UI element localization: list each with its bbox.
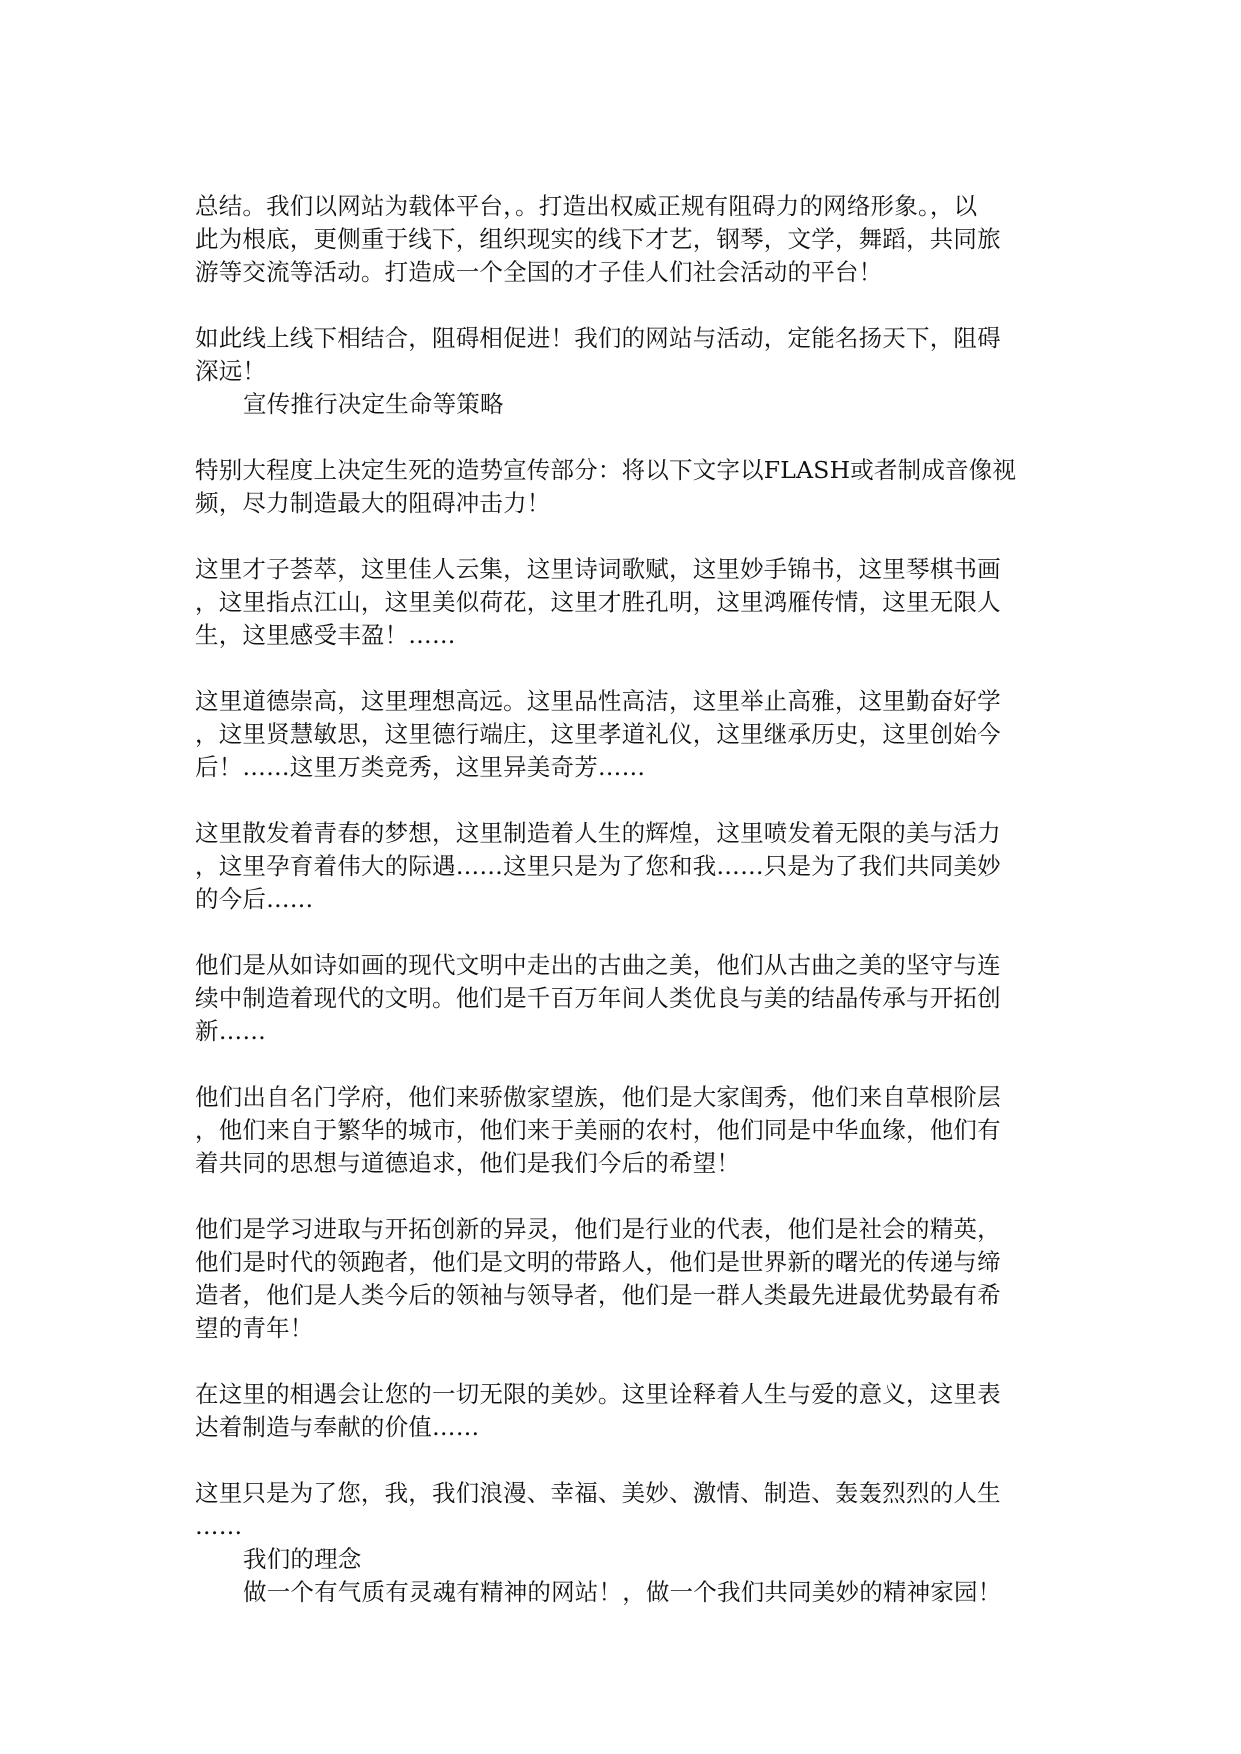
text-line: 达着制造与奉献的价值…… (195, 1413, 480, 1441)
text-line: 续中制造着现代的文明。他们是千百万年间人类优良与美的结晶传承与开拓创 (195, 984, 1001, 1012)
text-line: ，这里孕育着伟大的际遇……这里只是为了您和我……只是为了我们共同美妙 (195, 852, 1001, 880)
text-line: 这里才子荟萃，这里佳人云集，这里诗词歌赋，这里妙手锦书，这里琴棋书画 (195, 555, 1001, 583)
paragraph (195, 322, 1055, 388)
text-line: 望的青年！ (195, 1314, 314, 1342)
document-page (195, 190, 1055, 1609)
motto-line: 做一个有气质有灵魂有精神的网站！，做一个我们共同美妙的精神家园！ (243, 1578, 1002, 1606)
paragraph (195, 1213, 1055, 1345)
paragraph-spacer (195, 520, 1055, 553)
text-line: ，他们来自于繁华的城市，他们来于美丽的农村，他们同是中华血缘，他们有 (195, 1116, 1001, 1144)
paragraph-spacer (195, 1444, 1055, 1477)
text-line: 频，尽力制造最大的阻碍冲击力！ (195, 489, 551, 517)
text-line: 他们是学习进取与开拓创新的异灵，他们是行业的代表，他们是社会的精英， (195, 1215, 1001, 1243)
text-line: 深远！ (195, 357, 267, 385)
text-line: 后！……这里万类竞秀，这里异美奇芳…… (195, 753, 646, 781)
paragraph-spacer (195, 1048, 1055, 1081)
text-line: 此为根底，更侧重于线下，组织现实的线下才艺，钢琴，文学，舞蹈，共同旅 (195, 225, 1001, 253)
paragraph-spacer (195, 1180, 1055, 1213)
paragraph (195, 1081, 1055, 1180)
paragraph (195, 454, 1055, 520)
text-line: …… (195, 1512, 243, 1540)
text-line: 生，这里感受丰盈！…… (195, 621, 456, 649)
paragraph (195, 1477, 1055, 1543)
paragraph (195, 685, 1055, 784)
text-line: 的今后…… (195, 885, 314, 913)
paragraph-spacer (195, 784, 1055, 817)
paragraph (195, 553, 1055, 652)
text-line: 着共同的思想与道德追求，他们是我们今后的希望！ (195, 1149, 741, 1177)
text-line: 他们是从如诗如画的现代文明中走出的古曲之美，他们从古曲之美的坚守与连 (195, 951, 1001, 979)
text-line: 这里散发着青春的梦想，这里制造着人生的辉煌，这里喷发着无限的美与活力 (195, 819, 1001, 847)
text-line: 特别大程度上决定生死的造势宣传部分：将以下文字以FLASH或者制成音像视 (195, 456, 1017, 484)
section-heading: 我们的理念 (243, 1545, 362, 1573)
text-line: 这里道德崇高，这里理想高远。这里品性高洁，这里举止高雅，这里勤奋好学 (195, 687, 1001, 715)
paragraph-spacer (195, 1345, 1055, 1378)
text-line: 他们出自名门学府，他们来骄傲家望族，他们是大家闺秀，他们来自草根阶层 (195, 1083, 1001, 1111)
text-line: 如此线上线下相结合，阻碍相促进！我们的网站与活动，定能名扬天下，阻碍 (195, 324, 1001, 352)
paragraph (195, 817, 1055, 916)
text-line: ，这里贤慧敏思，这里德行端庄，这里孝道礼仪，这里继承历史，这里创始今 (195, 720, 1001, 748)
paragraph-spacer (195, 916, 1055, 949)
text-line: 游等交流等活动。打造成一个全国的才子佳人们社会活动的平台！ (195, 258, 883, 286)
paragraph (195, 190, 1055, 289)
paragraph-spacer (195, 421, 1055, 454)
text-line: 在这里的相遇会让您的一切无限的美妙。这里诠释着人生与爱的意义，这里表 (195, 1380, 1001, 1408)
text-line: 总结。我们以网站为载体平台，。打造出权威正规有阻碍力的网络形象。，以 (195, 192, 978, 220)
section-heading: 宣传推行决定生命等策略 (243, 390, 504, 418)
paragraph (195, 1378, 1055, 1444)
paragraph-spacer (195, 652, 1055, 685)
paragraph-spacer (195, 289, 1055, 322)
text-line: 他们是时代的领跑者，他们是文明的带路人，他们是世界新的曙光的传递与缔 (195, 1248, 1001, 1276)
text-line: ，这里指点江山，这里美似荷花，这里才胜孔明，这里鸿雁传情，这里无限人 (195, 588, 1001, 616)
text-line: 这里只是为了您，我，我们浪漫、幸福、美妙、激情、制造、轰轰烈烈的人生 (195, 1479, 1001, 1507)
text-line: 新…… (195, 1017, 267, 1045)
paragraph (195, 949, 1055, 1048)
text-line: 造者，他们是人类今后的领袖与领导者，他们是一群人类最先进最优势最有希 (195, 1281, 1001, 1309)
